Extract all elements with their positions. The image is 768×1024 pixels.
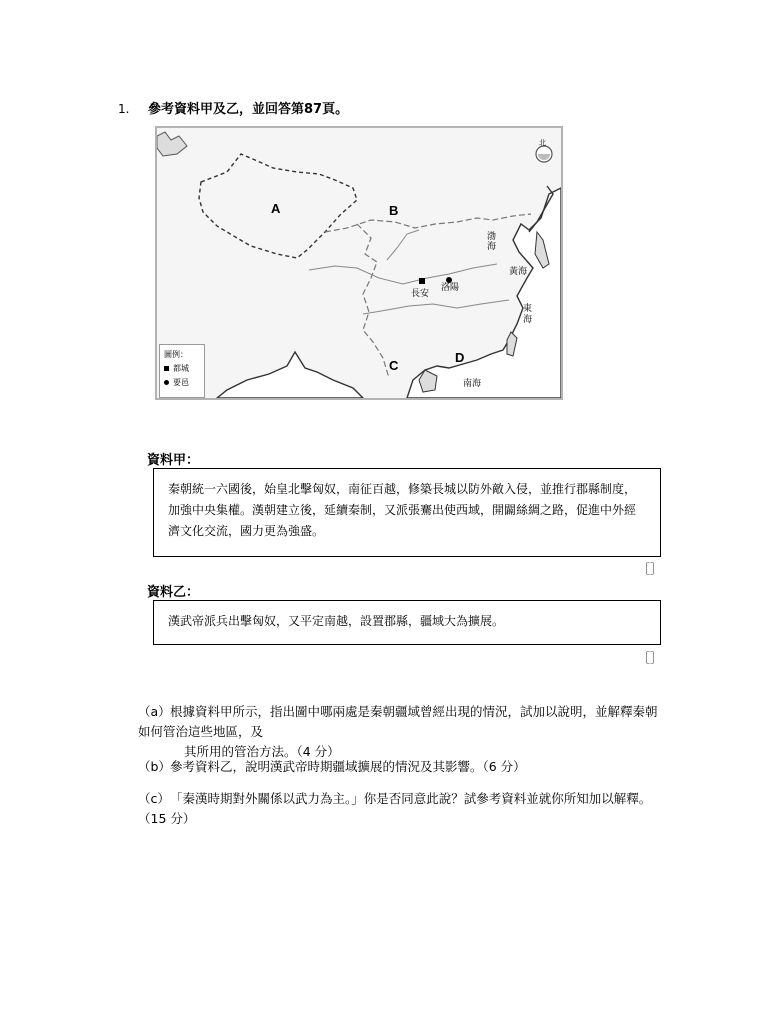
sea-label-south: 南海 <box>463 379 482 389</box>
source-b-box <box>153 600 661 645</box>
city-label-changan: 長安 <box>411 289 430 299</box>
sub-question-b <box>138 757 668 777</box>
region-label-b: B <box>389 203 399 218</box>
legend-title: 圖例： <box>164 350 188 359</box>
map-legend <box>159 344 205 398</box>
historical-map <box>155 126 563 400</box>
sea-label-bohai: 渤海 <box>487 232 497 252</box>
sea-label-yellow: 黃海 <box>509 267 528 277</box>
legend-capital: 都城 <box>164 362 200 376</box>
legend-city: 要邑 <box>164 376 200 390</box>
region-label-d: D <box>455 350 465 365</box>
sub-question-c-label: （c） <box>138 791 170 806</box>
sub-question-b-label: （b） <box>138 759 171 774</box>
region-label-c: C <box>389 358 399 373</box>
question-heading <box>118 98 348 117</box>
sea-label-east: 東海 <box>523 304 533 325</box>
sub-question-a-label: （a） <box>138 704 171 719</box>
city-label-luoyang: 洛陽 <box>441 283 460 293</box>
capital-square-icon <box>164 366 169 371</box>
sub-question-a <box>138 702 668 762</box>
source-b-text: 漢武帝派兵出擊匈奴，又平定南越，設置郡縣，疆域大為擴展。 <box>168 614 505 628</box>
north-label: 北 <box>539 139 546 147</box>
question-number: 1. <box>118 102 130 116</box>
sub-question-c-line1: 「秦漢時期對外關係以武力為主。」你是否同意此說？試參考資料並就你所知加以解釋。（15 分） <box>138 791 652 826</box>
source-a-mark: ［］ <box>638 562 663 576</box>
source-a-text: 秦朝統一六國後，始皇北擊匈奴，南征百越，修築長城以防外敵入侵，並推行郡縣制度，加強中央集權。漢朝建立後，延續秦制，又派張騫出使西域，開闢絲綢之路，促進中外經濟文化交流，國力更為強盛。 <box>168 482 637 538</box>
source-a-box <box>153 468 661 557</box>
sub-question-c <box>138 789 668 829</box>
source-a-title: 資料甲： <box>147 453 200 468</box>
sub-question-a-line2: 其所用的管治方法。（4 分） <box>184 744 340 759</box>
region-label-a: A <box>271 201 281 216</box>
source-b-title: 資料乙： <box>147 585 200 600</box>
source-b-mark: ［］ <box>638 651 663 665</box>
city-dot-icon <box>164 380 169 385</box>
sub-question-b-line1: 參考資料乙，說明漢武帝時期疆域擴展的情況及其影響。（6 分） <box>170 759 526 774</box>
question-title: 參考資料甲及乙，並回答第87頁。 <box>148 102 349 117</box>
sub-question-a-line1: 根據資料甲所示，指出圖中哪兩處是秦朝疆域曾經出現的情況，試加以說明，並解釋秦朝如何管治這些地區，及 <box>138 704 658 739</box>
map-drawing <box>157 128 561 398</box>
